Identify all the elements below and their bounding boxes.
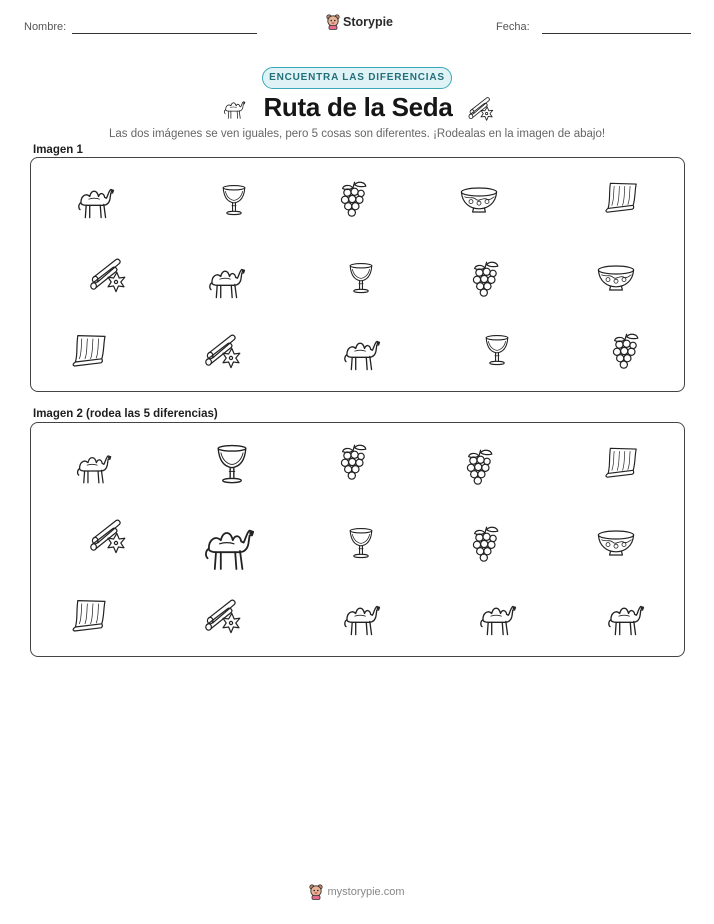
grapes-icon	[605, 328, 645, 374]
activity-badge: ENCUENTRA LAS DIFERENCIAS	[262, 67, 452, 89]
camel-icon	[219, 95, 249, 121]
cinnamon-icon	[86, 254, 130, 294]
grapes-icon	[333, 176, 373, 222]
camel-icon[interactable]	[69, 445, 117, 487]
goblet-icon[interactable]	[209, 431, 255, 497]
silk-icon[interactable]	[67, 595, 111, 635]
image1-label: Imagen 1	[33, 144, 83, 156]
camel-icon	[203, 258, 249, 302]
page-title: Ruta de la Seda	[263, 92, 453, 122]
name-label: Nombre:	[24, 21, 67, 33]
image1-panel	[30, 157, 685, 392]
silk-icon	[67, 330, 111, 370]
camel-icon	[337, 330, 385, 374]
date-label: Fecha:	[496, 21, 530, 33]
image2-label: Imagen 2 (rodea las 5 diferencias)	[33, 408, 218, 420]
camel-icon[interactable]	[195, 515, 261, 575]
name-field[interactable]	[72, 33, 257, 34]
title-row	[0, 92, 714, 123]
bowl-icon	[456, 180, 502, 220]
grapes-icon[interactable]	[459, 443, 499, 491]
grapes-icon[interactable]	[333, 439, 373, 485]
cinnamon-icon[interactable]	[86, 515, 130, 555]
goblet-icon	[479, 328, 515, 372]
camel-icon[interactable]	[337, 595, 385, 639]
cinnamon-icon	[201, 330, 245, 370]
silk-icon[interactable]	[599, 443, 643, 481]
storypie-mascot-icon	[326, 14, 340, 30]
goblet-icon	[216, 178, 252, 222]
bowl-icon[interactable]	[593, 523, 639, 563]
bowl-icon	[593, 258, 639, 298]
date-field[interactable]	[542, 33, 691, 34]
storypie-mascot-icon	[309, 884, 323, 900]
goblet-icon	[343, 256, 379, 300]
brand-logo	[326, 14, 393, 30]
camel-icon[interactable]	[601, 595, 649, 639]
instructions: Las dos imágenes se ven iguales, pero 5 cosas son diferentes. ¡Rodealas en la imagen de abajo!	[108, 128, 606, 140]
cinnamon-anise-icon	[467, 94, 495, 122]
footer-site: mystorypie.com	[327, 886, 405, 898]
cinnamon-icon[interactable]	[201, 595, 245, 635]
image2-panel[interactable]	[30, 422, 685, 657]
grapes-icon	[465, 256, 505, 302]
camel-icon	[71, 178, 119, 222]
grapes-icon[interactable]	[465, 521, 505, 567]
goblet-icon[interactable]	[343, 521, 379, 565]
silk-icon	[599, 178, 643, 216]
camel-icon[interactable]	[473, 595, 521, 639]
footer	[0, 884, 714, 900]
brand-name: Storypie	[343, 15, 394, 29]
